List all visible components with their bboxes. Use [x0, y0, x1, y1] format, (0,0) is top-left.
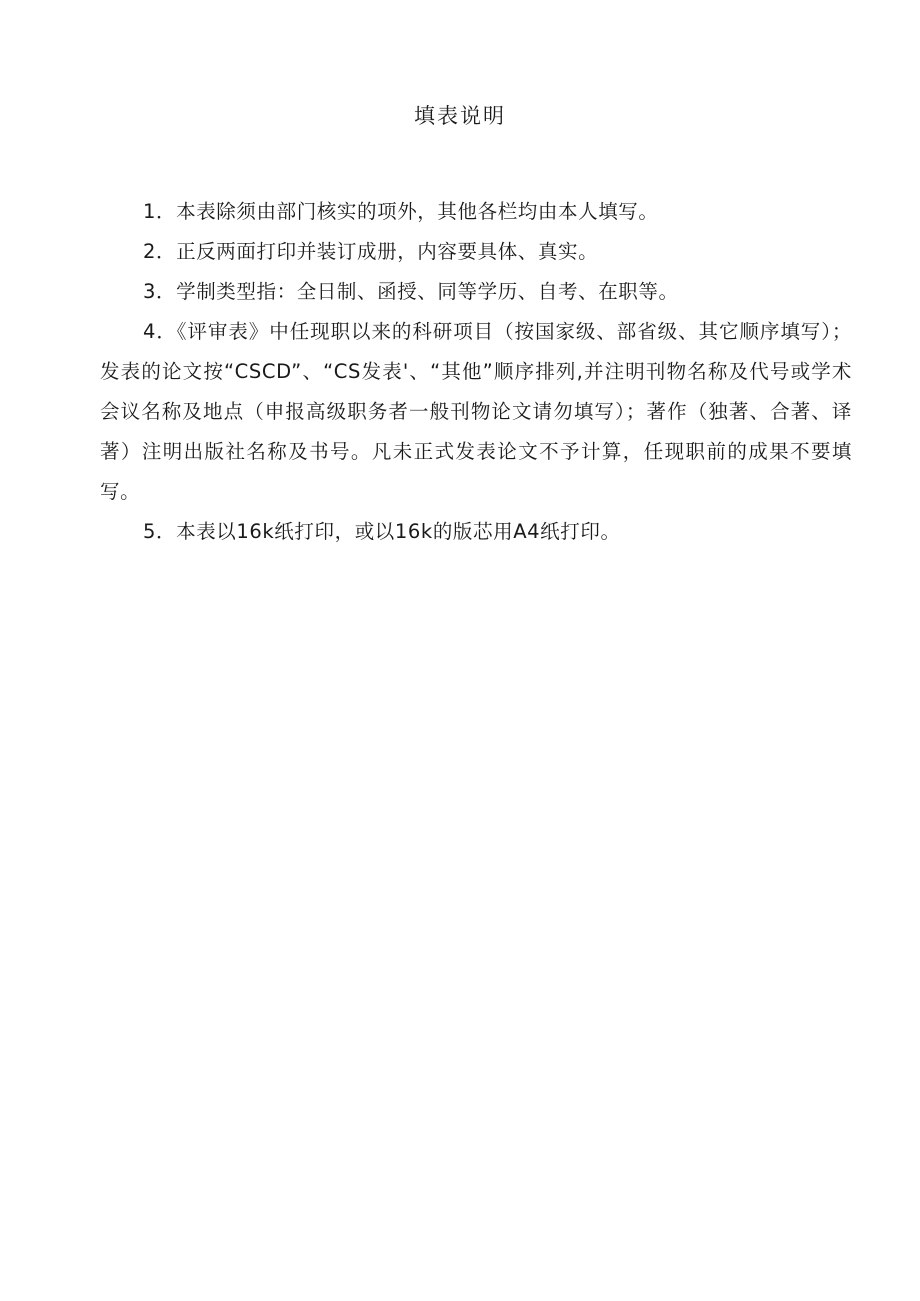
instruction-item-5: 5．本表以16k纸打印，或以16k的版芯用A4纸打印。 [143, 520, 621, 543]
instruction-list [100, 192, 852, 552]
instruction-item-4: 4．《评审表》中任现职以来的科研项目（按国家级、部省级、其它顺序填写）；发表的论文按“CSCD”、“CS发表'、“其他”顺序排列,并注明刊物名称及代号或学术会议名称及地点（申报高级职务者一般刊物论文请勿填写）；著作（独著、合著、译著）注明出版社名称及书号。凡未正式发表论文不予计算，任现职前的成果不要填写。 [100, 320, 852, 503]
instruction-item-3: 3．学制类型指：全日制、函授、同等学历、自考、在职等。 [143, 280, 679, 303]
page-title: 填表说明 [414, 104, 506, 128]
instruction-item-2: 2．正反两面打印并装订成册，内容要具体、真实。 [143, 240, 599, 263]
instruction-item-1: 1．本表除须由部门核实的项外，其他各栏均由本人填写。 [143, 200, 659, 223]
